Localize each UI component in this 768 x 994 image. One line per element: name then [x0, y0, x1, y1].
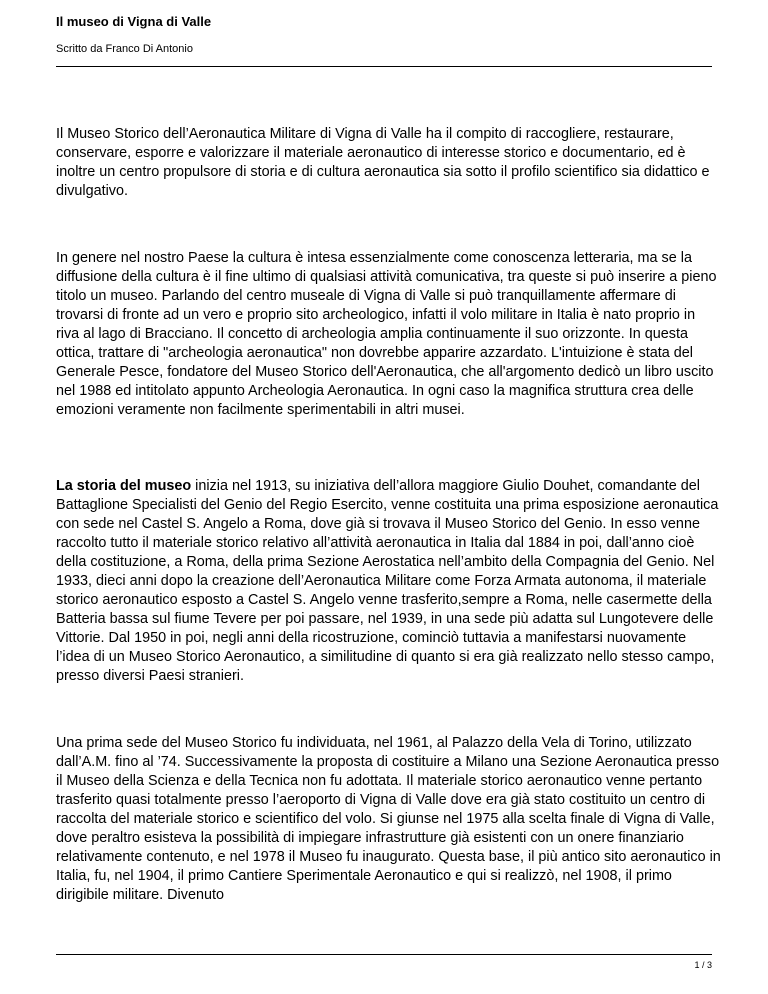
history-lead-text: La storia del museo — [56, 478, 192, 494]
paragraph-intro: Il Museo Storico dell’Aeronautica Militare di Vigna di Valle ha il compito di raccogliere, restaurare, conservare, esporre e valorizzare il materiale aeronautico di interesse storico e documentario, ed è inoltre un centro propulsore di storia e di cultura aeronautica sia sotto il profilo scientifico sia didattico e divulgativo. — [56, 126, 710, 199]
paragraph-history — [56, 477, 722, 686]
page-number: 1 / 3 — [694, 960, 712, 970]
paragraph-culture: In genere nel nostro Paese la cultura è intesa essenzialmente come conoscenza letteraria, ma se la diffusione della cultura è il fine ultimo di qualsiasi attività comunicativa, tra queste si può inserire a pieno titolo un museo. Parlando del centro museale di Vigna di Valle si può tranquillamente affermare di trovarsi di fronte ad un vero e proprio sito archeologico, infatti il volo militare in Italia è nato proprio in riva al lago di Bracciano. Il concetto di archeologia amplia continuamente il suo orizzonte. In questa ottica, trattare di "archeologia aeronautica" non dovrebbe apparire azzardato. L'intuizione è stata del Generale Pesce, fondatore del Museo Storico dell'Aeronautica, che all'argomento dedicò un libro uscito nel 1988 ed intitolato appunto Archeologia Aeronautica. In ogni caso la magnifica struttura crea delle emozioni veramente non facilmente sperimentabili in altri musei. — [56, 250, 717, 418]
history-body-text: inizia nel 1913, su iniziativa dell’allora maggiore Giulio Douhet, comandante del Battaglione Specialisti del Genio del Regio Esercito, venne costituita una prima esposizione aeronautica con sede nel Castel S. Angelo a Roma, dove già si trovava il Museo Storico del Genio. In esso venne raccolto tutto il materiale storico relativo all’attività aeronautica in Italia dal 1884 in poi, dall’anno cioè della costituzione, a Roma, della prima Sezione Aerostatica nell’ambito della Compagnia del Genio. Nel 1933, dieci anni dopo la creazione dell’Aeronautica Militare come Forza Armata autonoma, il materiale storico aeronautico esposto a Castel S. Angelo venne trasferito,sempre a Roma, nelle casermette della Batteria bassa sul fiume Tevere per poi passare, nel 1939, in una sede più adatta sul Lungotevere delle Vittorie. Dal 1950 in poi, negli anni della ricostruzione, cominciò tuttavia a manifestarsi nuovamente l’idea di un Museo Storico Aeronautico, a similitudine di quanto si era già realizzato nello stesso campo, presso diversi Paesi stranieri. — [56, 478, 719, 684]
paragraph-first-site: Una prima sede del Museo Storico fu individuata, nel 1961, al Palazzo della Vela di Torino, utilizzato dall’A.M. fino al ’74. Successivamente la proposta di costituire a Milano una Sezione Aeronautica presso il Museo della Scienza e della Tecnica non fu adottata. Il materiale storico aeronautico venne pertanto trasferito quasi totalmente presso l’aeroporto di Vigna di Valle dove era già stato costituito un centro di raccolta del materiale storico e scientifico del volo. Si giunse nel 1975 alla scelta finale di Vigna di Valle, dove peraltro esisteva la possibilità di impiegare infrastrutture già esistenti con un onere finanziario relativamente contenuto, e nel 1978 il Museo fu inaugurato. Questa base, il più antico sito aeronautico in Italia, fu, nel 1904, il primo Cantiere Sperimentale Aeronautico e qui si realizzò, nel 1908, il primo dirigibile militare. Divenuto — [56, 735, 721, 903]
author-line: Scritto da Franco Di Antonio — [56, 43, 193, 55]
footer-divider — [56, 954, 712, 955]
page-header — [56, 10, 712, 67]
document-title: Il museo di Vigna di Valle — [56, 14, 212, 29]
